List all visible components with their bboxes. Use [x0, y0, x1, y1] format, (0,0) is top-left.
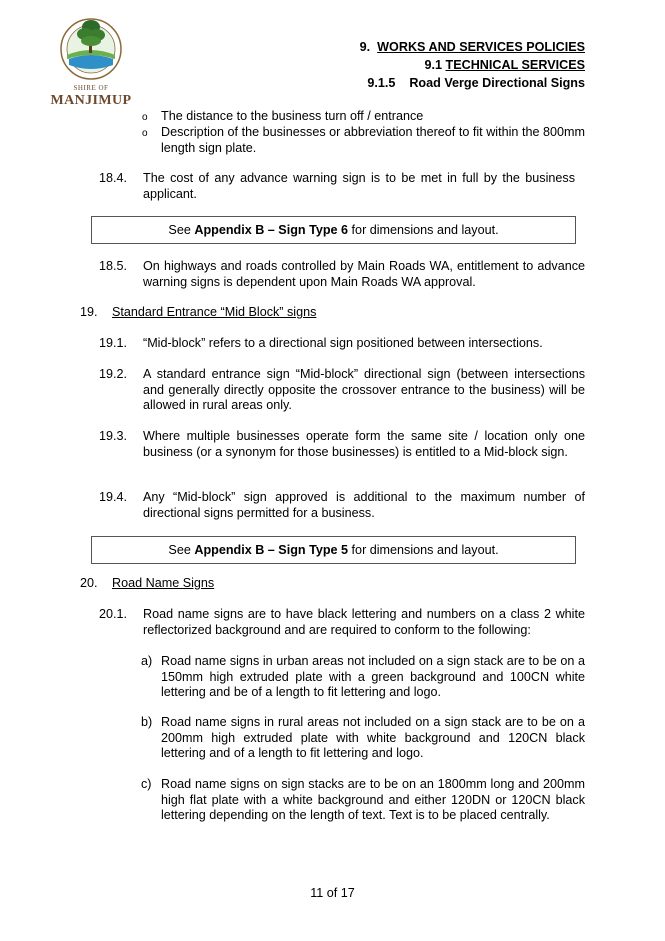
section-number: 20. [80, 576, 98, 590]
box-suffix: for dimensions and layout. [348, 223, 499, 237]
clause-text: Where multiple businesses operate form the same site / location only one business (or a synonym for those businesses) is entitled to a Mid-block sign. [143, 429, 585, 459]
header-line1 [360, 39, 585, 55]
header-line2-text: TECHNICAL SERVICES [445, 58, 585, 72]
list-item-text: Road name signs in rural areas not included on a sign stack are to be on a 200mm high extruded plate with white background and 120CN black lettering and of a length to fit lettering and logo. [161, 715, 585, 760]
header-line2 [424, 57, 585, 73]
header-line1-number: 9. [359, 40, 371, 54]
list-item-label: b) [141, 715, 153, 729]
clause-number: 18.4. [99, 171, 128, 185]
section-title: Standard Entrance “Mid Block” signs [112, 305, 317, 319]
clause-number: 20.1. [99, 607, 128, 621]
logo-line1: SHIRE OF [73, 84, 109, 92]
box-suffix: for dimensions and layout. [348, 543, 499, 557]
box-prefix: See [168, 543, 195, 557]
bullet-item: The distance to the business turn off / entrance [161, 109, 424, 123]
clause-number: 19.1. [99, 336, 128, 350]
box-appendix-ref: Appendix B – Sign Type 6 [194, 223, 349, 237]
box-prefix: See [168, 223, 195, 237]
logo-line2: MANJIMUP [50, 93, 132, 108]
clause-number: 19.3. [99, 429, 128, 443]
appendix-reference-box [91, 536, 576, 564]
clause-text: Road name signs are to have black lettering and numbers on a class 2 white reflectorized background and are required to conform to the following: [143, 607, 585, 637]
clause-number: 18.5. [99, 259, 128, 273]
list-item-text: Road name signs in urban areas not included on a sign stack are to be on a 150mm high extruded plate with a green background and 100CN white lettering and be of a length to fit lettering and logo. [161, 654, 585, 699]
section-number: 19. [80, 305, 98, 319]
header-line2-number: 9.1 [424, 58, 442, 72]
clause-number: 19.2. [99, 367, 128, 381]
appendix-reference-box [91, 216, 576, 244]
clause-text: On highways and roads controlled by Main Roads WA, entitlement to advance warning signs is dependent upon Main Roads WA approval. [143, 259, 585, 289]
list-item-text: Road name signs on sign stacks are to be on an 1800mm long and 200mm high flat plate with a white background and either 120DN or 120CN black lettering depending on the length of text. Text is to be placed centrally. [161, 777, 585, 822]
box-appendix-ref: Appendix B – Sign Type 5 [194, 543, 349, 557]
page-number: 11 of 17 [310, 886, 355, 900]
clause-text: “Mid-block” refers to a directional sign positioned between intersections. [143, 336, 543, 350]
header-line3: 9.1.5 Road Verge Directional Signs [367, 76, 585, 90]
clause-text: A standard entrance sign “Mid-block” directional sign (between intersections and generally directly opposite the crossover entrance to the business) will be allowed in rural areas only. [143, 367, 585, 412]
header-line1-text: WORKS AND SERVICES POLICIES [377, 40, 585, 54]
bullet-item: Description of the businesses or abbreviation thereof to fit within the 800mm length sign plate. [161, 125, 585, 155]
clause-number: 19.4. [99, 490, 128, 504]
section-title: Road Name Signs [112, 576, 215, 590]
list-item-label: c) [141, 777, 152, 791]
clause-text: Any “Mid-block” sign approved is additional to the maximum number of directional signs permitted for a business. [143, 490, 585, 520]
list-item-label: a) [141, 654, 153, 668]
bullet-marker: o [142, 128, 148, 139]
bullet-marker: o [142, 112, 148, 123]
clause-text: The cost of any advance warning sign is to be met in full by the business applicant. [143, 171, 575, 201]
